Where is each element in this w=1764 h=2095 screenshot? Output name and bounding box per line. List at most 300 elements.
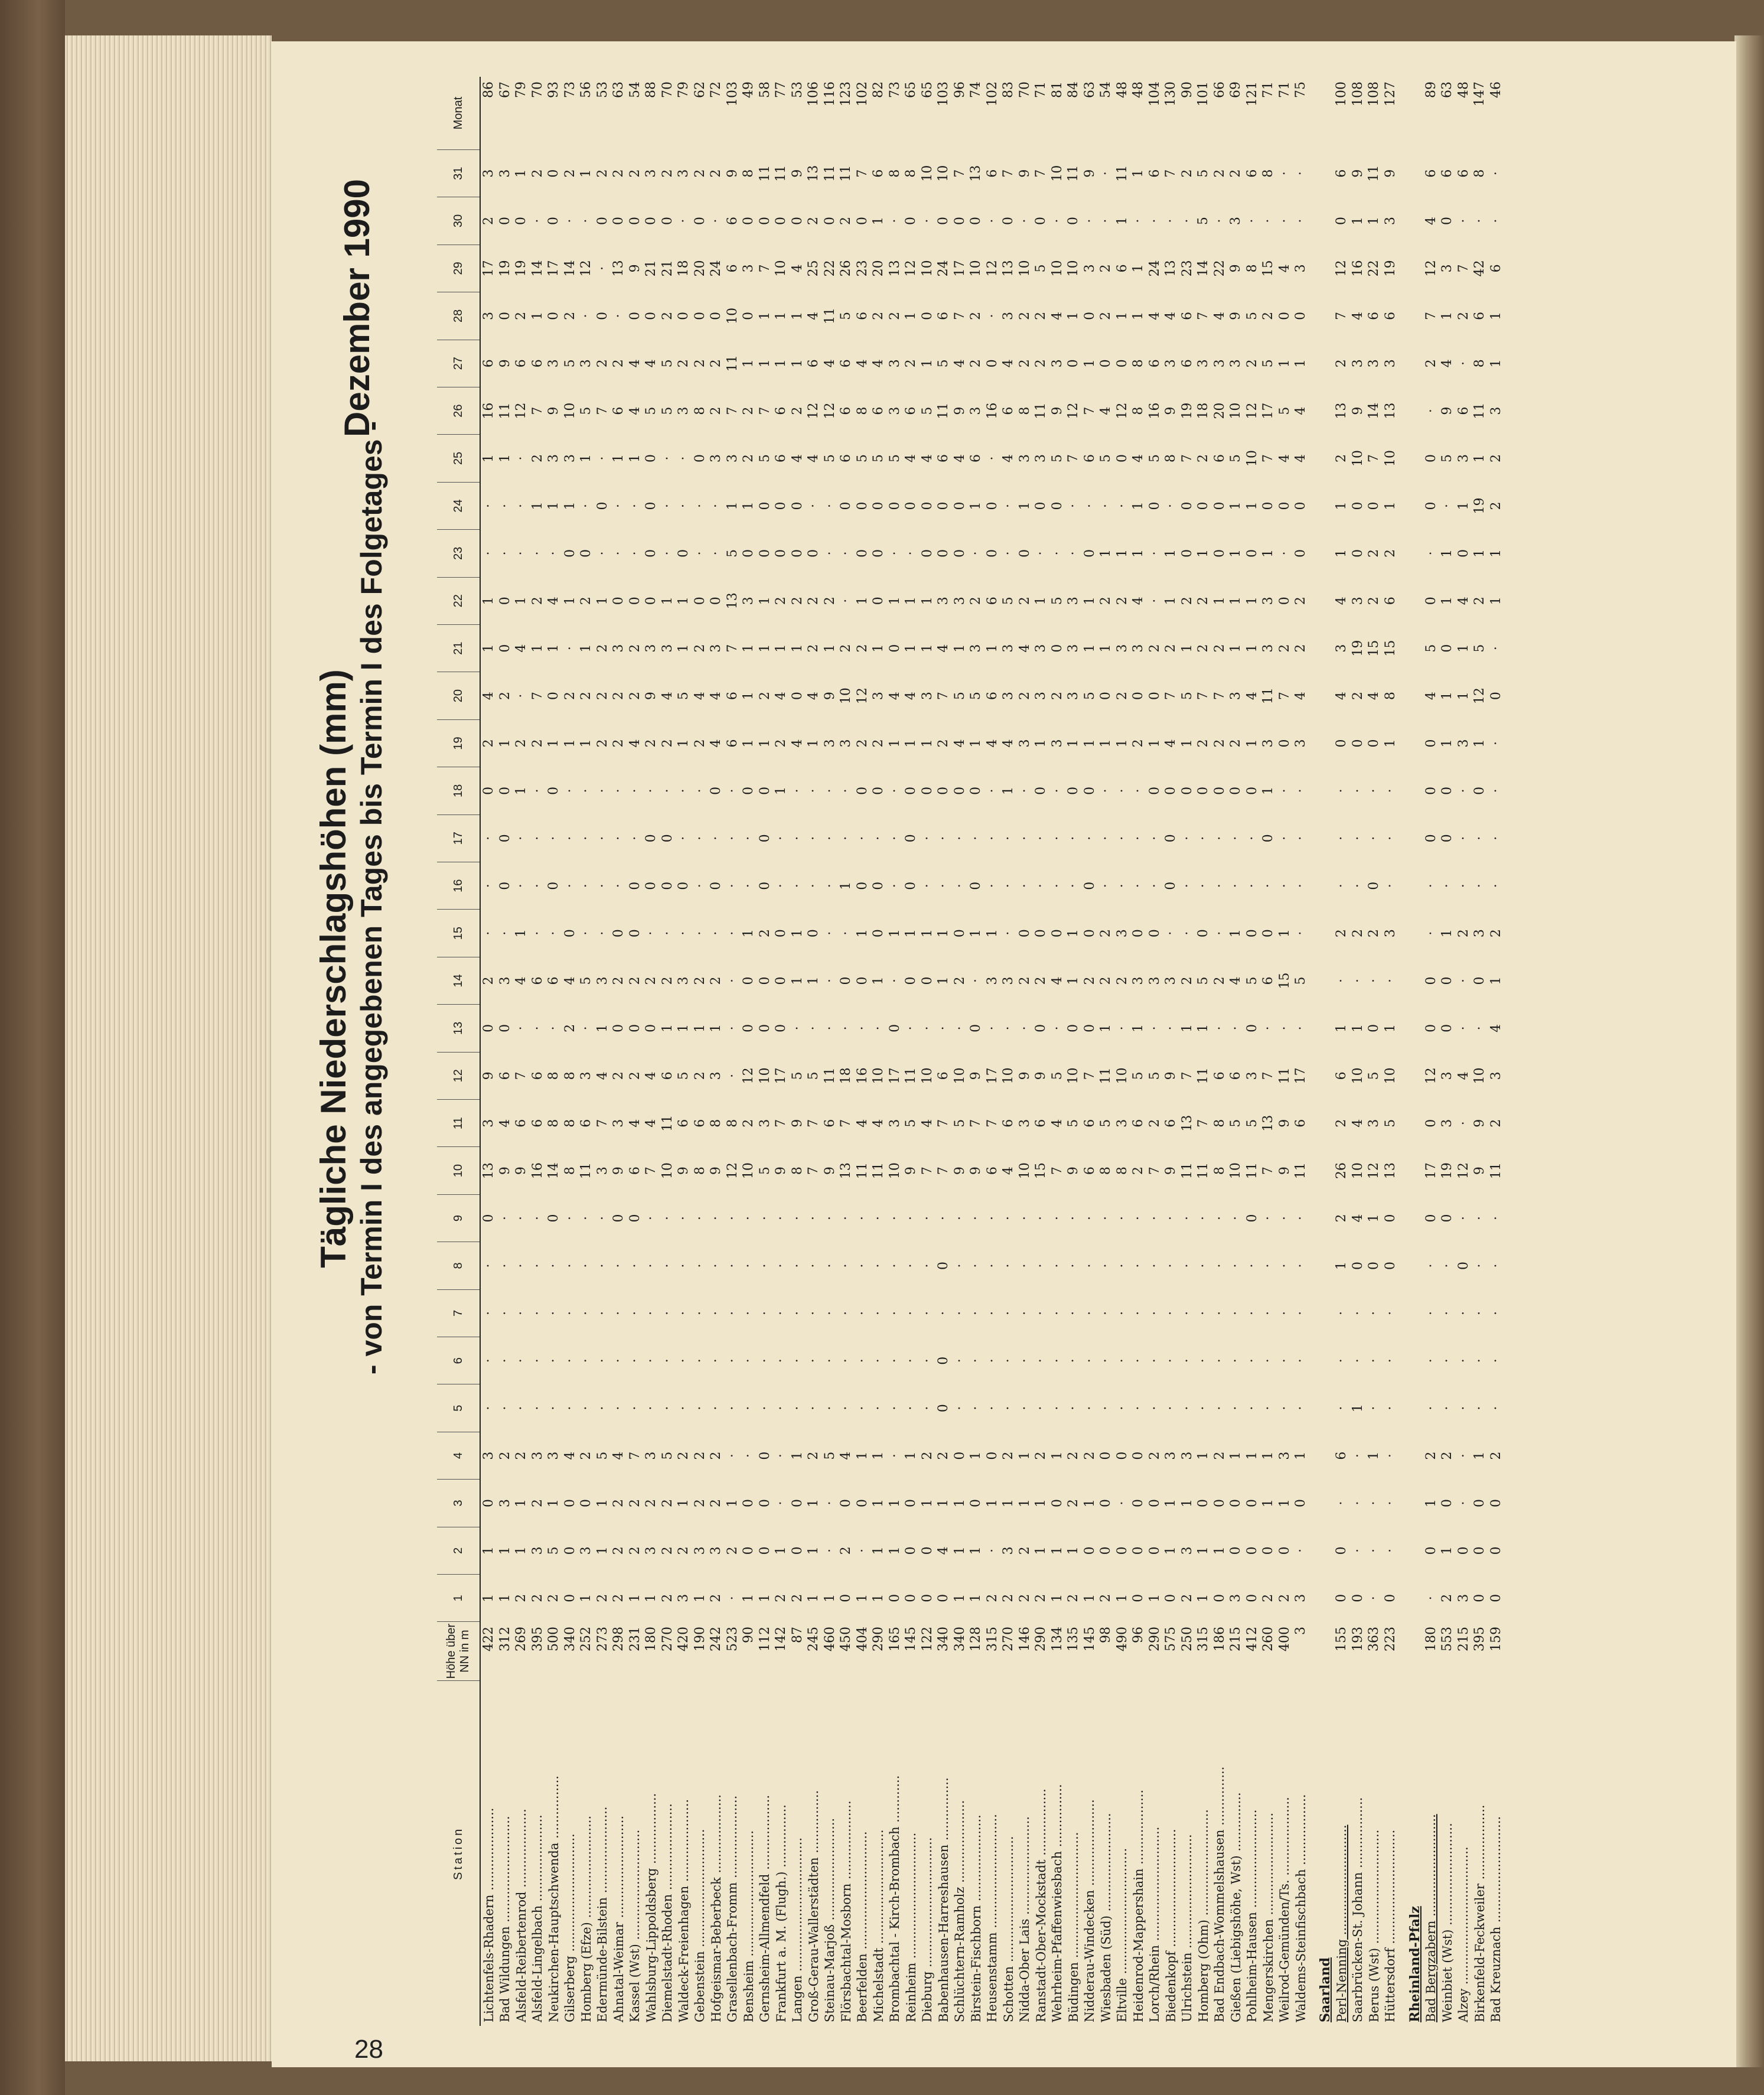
daily-value: 22 [1212,260,1227,277]
daily-value: 0 [969,1498,984,1507]
daily-value: 0 [1423,501,1439,510]
daily-value: 0 [1367,739,1382,748]
daily-value: 0 [1423,1119,1439,1128]
station-name: Alsfeld-Reibertenrod .................... [514,1809,529,2022]
daily-value: · [660,789,675,793]
daily-value: 5 [871,454,886,463]
daily-value: 8 [1131,406,1146,415]
daily-value: 8 [855,406,870,415]
elevation-cell: 180 [644,1627,659,1651]
daily-value: 3 [1131,644,1146,653]
daily-value: · [887,836,902,840]
daily-value: 1 [1082,644,1097,653]
daily-value: 0 [562,1594,578,1602]
daily-value: · [546,1311,562,1315]
daily-value: · [611,551,627,556]
daily-value: · [1456,836,1471,840]
table-row [1488,77,1505,2026]
daily-value: · [790,1406,805,1410]
daily-value: 3 [676,406,692,415]
daily-value: 3 [1244,1071,1260,1080]
daily-value: 3 [969,644,984,653]
daily-value: · [1098,1263,1114,1268]
daily-value: 0 [887,644,902,653]
daily-value: 0 [1212,1594,1227,1602]
daily-value: 6 [936,311,951,320]
daily-value: 8 [692,1167,707,1175]
daily-value: · [920,1406,935,1410]
daily-value: · [936,1216,951,1221]
daily-value: 4 [1488,1024,1504,1032]
daily-value: 0 [855,549,870,558]
daily-value: · [579,931,594,936]
daily-value: 19 [497,260,513,277]
daily-value: · [692,503,707,508]
daily-value: 0 [1147,929,1162,938]
daily-value: 0 [1488,1594,1504,1602]
daily-value: 0 [757,834,772,843]
daily-value: 0 [644,501,659,510]
daily-value: 17 [546,260,562,277]
daily-value: 1 [1131,1024,1146,1032]
daily-value: · [1179,1311,1195,1315]
daily-value: 1 [952,1498,967,1507]
daily-value: · [611,884,627,888]
daily-value: 3 [497,976,513,985]
month-total: 63 [1082,82,1097,98]
daily-value: · [1114,1026,1130,1031]
daily-value: 4 [644,1071,659,1080]
daily-value: 1 [1228,549,1244,558]
daily-value: 0 [936,1404,951,1413]
daily-value: 0 [855,786,870,795]
daily-value: 4 [1049,1119,1065,1128]
daily-value: 6 [969,454,984,463]
daily-value: · [790,1358,805,1363]
daily-value: · [692,551,707,556]
daily-value: 0 [1147,1546,1162,1555]
daily-value: 3 [530,1451,545,1460]
daily-value: · [660,931,675,936]
daily-value: · [1179,1216,1195,1221]
daily-value: 12 [1423,1067,1439,1084]
daily-value: 0 [790,501,805,510]
daily-value: · [1472,219,1488,223]
daily-value: 5 [1472,644,1488,653]
elevation-cell: 500 [546,1627,562,1651]
daily-value: 6 [676,1119,692,1128]
daily-value: · [904,1406,919,1410]
daily-value: 5 [1147,1071,1162,1080]
station-name: Grasellenbach-Fromm ..................... [725,1795,740,2022]
rotated-table-area [272,41,1736,2067]
daily-value: · [1082,1216,1097,1221]
daily-value: · [1147,1311,1162,1315]
daily-value: 2 [1367,549,1382,558]
daily-value: · [952,1311,967,1315]
daily-value: 3 [1001,1546,1016,1555]
daily-value: 0 [855,501,870,510]
daily-value: 2 [660,1498,675,1507]
daily-value: 1 [1001,1498,1016,1507]
daily-value: · [1382,979,1398,983]
daily-value: 1 [530,501,545,510]
daily-value: 1 [984,644,1000,653]
daily-value: 6 [1456,169,1471,178]
daily-value: 2 [790,1594,805,1602]
daily-value: 1 [790,311,805,320]
daily-value: · [1350,1548,1365,1553]
daily-value: 1 [806,1498,821,1507]
daily-value: 2 [1382,549,1398,558]
daily-value: 0 [1179,501,1195,510]
daily-value: · [839,1311,854,1315]
daily-value: 3 [676,1594,692,1602]
daily-value: · [644,931,659,936]
daily-value: 24 [709,260,724,277]
daily-value: · [774,836,789,840]
daily-value: 2 [692,169,707,178]
daily-value: 0 [774,1024,789,1032]
daily-value: 19 [1440,1162,1455,1180]
daily-value: 0 [611,929,627,938]
daily-value: 2 [1001,1451,1016,1460]
daily-value: 2 [774,739,789,748]
daily-value: 2 [741,406,757,415]
daily-value: 2 [1017,359,1032,368]
table-row [1163,77,1179,2026]
daily-value: · [757,1216,772,1221]
daily-value: 2 [1147,1119,1162,1128]
daily-value: · [1212,884,1227,888]
daily-value: · [839,1026,854,1031]
daily-value: 2 [822,597,837,605]
daily-value: 0 [1001,217,1016,226]
daily-value: · [774,1358,789,1363]
daily-value: 7 [644,1167,659,1175]
elevation-cell: 145 [904,1627,919,1651]
daily-value: · [1382,1454,1398,1458]
daily-value: 11 [660,1115,675,1132]
elevation-cell: 90 [741,1627,757,1643]
daily-value: · [1382,789,1398,793]
daily-value: 4 [562,1451,578,1460]
daily-value: · [676,1406,692,1410]
daily-value: · [969,836,984,840]
daily-value: 0 [741,1024,757,1032]
daily-value: 1 [741,644,757,653]
daily-value: · [1293,931,1309,936]
daily-value: · [1001,503,1016,508]
daily-value: 6 [530,1071,545,1080]
daily-value: 7 [725,406,740,415]
daily-value: 0 [1163,834,1179,843]
table-row [480,77,497,2026]
daily-value: 1 [1017,1451,1032,1460]
daily-value: 2 [692,1071,707,1080]
daily-value: 2 [611,169,627,178]
daily-value: 10 [774,260,789,277]
daily-value: 2 [1098,264,1114,273]
daily-value: 4 [920,1119,935,1128]
daily-value: 2 [741,1119,757,1128]
daily-value: · [562,1216,578,1221]
daily-value: 6 [530,359,545,368]
daily-value: 2 [1367,929,1382,938]
elevation-cell: 400 [1277,1627,1292,1651]
daily-value: · [709,219,724,223]
daily-value: 9 [904,1167,919,1175]
daily-value: 4 [774,692,789,700]
daily-value: 3 [644,1451,659,1460]
daily-value: · [562,219,578,223]
daily-value: · [1456,1501,1471,1506]
daily-value: 1 [1066,1546,1081,1555]
daily-value: · [904,1026,919,1031]
daily-value: 2 [579,692,594,700]
daily-value: 3 [562,454,578,463]
daily-value: 5 [1244,1119,1260,1128]
daily-value: · [1293,219,1309,223]
daily-value: 1 [969,1594,984,1602]
station-name: Lorch/Rhein ............................. [1147,1826,1162,2022]
daily-value: 2 [1488,454,1504,463]
daily-value: 5 [1244,976,1260,985]
daily-value: 17 [952,260,967,277]
daily-value: · [595,1358,610,1363]
daily-value: 5 [1367,1071,1382,1080]
daily-value: · [530,1358,545,1363]
daily-value: 2 [1440,1451,1455,1460]
month-total: 48 [1456,82,1471,98]
daily-value: · [839,1263,854,1268]
daily-value: 1 [1196,1546,1211,1555]
daily-value: 0 [1334,1594,1349,1602]
daily-value: 0 [871,501,886,510]
daily-value: · [1350,1358,1365,1363]
daily-value: 16 [530,1162,545,1180]
daily-value: 3 [1001,692,1016,700]
daily-value: 4 [562,976,578,985]
daily-value: 3 [1293,264,1309,273]
daily-value: · [806,884,821,888]
daily-value: 0 [1382,1214,1398,1223]
daily-value: 2 [969,311,984,320]
elevation-cell: 298 [611,1627,627,1651]
daily-value: 0 [1196,786,1211,795]
daily-value: 1 [952,1546,967,1555]
daily-value: 1 [497,454,513,463]
daily-value: 9 [644,692,659,700]
daily-value: · [611,1311,627,1315]
daily-value: 1 [904,311,919,320]
daily-value: · [530,1311,545,1315]
daily-value: · [1114,884,1130,888]
daily-value: 8 [1472,169,1488,178]
daily-value: 2 [1367,597,1382,605]
daily-value: 0 [1033,501,1049,510]
daily-value: 8 [1244,264,1260,273]
daily-value: 2 [481,217,497,226]
daily-value: 6 [725,264,740,273]
header-day: 1 [437,1575,480,1622]
daily-value: · [1472,1026,1488,1031]
daily-value: 1 [660,1024,675,1032]
daily-value: · [627,1406,643,1410]
daily-value: · [595,836,610,840]
daily-value: · [1033,836,1049,840]
daily-value: · [546,551,562,556]
daily-value: · [644,1406,659,1410]
daily-value: 2 [692,739,707,748]
daily-value: 5 [1423,644,1439,653]
header-day: 23 [437,530,480,577]
daily-value: 2 [514,1451,529,1460]
daily-value: 3 [920,692,935,700]
daily-value: · [1179,1263,1195,1268]
daily-value: · [1293,1026,1309,1031]
daily-value: 1 [481,597,497,605]
daily-value: · [822,1406,837,1410]
station-name: Bad Endbach-Wommelshausen ............... [1212,1766,1227,2022]
daily-value: · [1066,1216,1081,1221]
daily-value: 3 [481,1451,497,1460]
table-row [1333,77,1350,2026]
daily-value: 3 [1033,644,1049,653]
daily-value: · [822,503,837,508]
daily-value: 3 [725,454,740,463]
daily-value: · [1261,1406,1276,1410]
elevation-cell: 112 [757,1627,772,1651]
daily-value: 2 [952,976,967,985]
daily-value: · [1049,884,1065,888]
daily-value: 5 [644,406,659,415]
daily-value: 11 [725,355,740,372]
daily-value: · [790,789,805,793]
daily-value: 5 [969,692,984,700]
month-total: 106 [806,82,821,106]
daily-value: 4 [1131,597,1146,605]
daily-value: · [611,836,627,840]
daily-value: 10 [1350,1162,1365,1180]
daily-value: 2 [1196,454,1211,463]
elevation-cell: 231 [627,1627,643,1651]
daily-value: · [790,1026,805,1031]
daily-value: · [660,1406,675,1410]
header-day: 25 [437,435,480,482]
daily-value: 0 [1033,929,1049,938]
daily-value: 0 [1131,1451,1146,1460]
daily-value: 0 [514,217,529,226]
daily-value: 7 [1082,1071,1097,1080]
daily-value: · [1456,1406,1471,1410]
daily-value: · [984,314,1000,318]
station-name: Langen .................................. [790,1837,805,2022]
daily-value: · [806,1263,821,1268]
daily-value: 1 [936,929,951,938]
daily-value: 1 [822,644,837,653]
daily-value: · [530,931,545,936]
daily-value: 1 [904,1451,919,1460]
daily-value: · [871,1026,886,1031]
daily-value: · [611,1358,627,1363]
table-row [1147,77,1163,2026]
daily-value: · [1033,1216,1049,1221]
daily-value: · [839,1358,854,1363]
daily-value: 4 [1293,692,1309,700]
daily-value: 1 [514,597,529,605]
daily-value: 5 [1098,454,1114,463]
daily-value: 0 [481,786,497,795]
daily-value: 1 [887,1546,902,1555]
daily-value: · [1261,1026,1276,1031]
daily-value: 0 [1472,1546,1488,1555]
daily-value: · [1147,1216,1162,1221]
daily-value: 0 [1163,1594,1179,1602]
daily-value: 5 [822,1451,837,1460]
daily-value: · [1423,1358,1439,1363]
elevation-cell: 98 [1098,1627,1114,1643]
daily-value: · [1212,1311,1227,1315]
elevation-cell: 312 [497,1627,513,1651]
daily-value: · [676,1263,692,1268]
daily-value: 1 [530,644,545,653]
daily-value: 3 [757,1119,772,1128]
daily-value: 0 [855,976,870,985]
station-name: Lichtenfels-Rhadern ..................... [481,1807,496,2022]
daily-value: 0 [1033,786,1049,795]
daily-value: 5 [839,311,854,320]
daily-value: 7 [952,169,967,178]
daily-value: · [984,1406,1000,1410]
daily-value: 4 [1350,311,1365,320]
daily-value: 0 [1098,692,1114,700]
daily-value: 1 [1196,549,1211,558]
month-total: 54 [627,82,643,98]
station-name: Büdingen ................................ [1066,1832,1081,2022]
daily-value: 5 [952,692,967,700]
daily-value: 3 [481,1119,497,1128]
daily-value: 3 [822,739,837,748]
daily-value: 0 [692,311,707,320]
daily-value: 0 [1277,311,1292,320]
daily-value: 0 [627,929,643,938]
month-total: 53 [790,82,805,98]
header-day: 31 [437,149,480,197]
daily-value: 2 [709,1594,724,1602]
daily-value: 1 [1212,597,1227,605]
daily-value: 9 [1082,169,1097,178]
header-day: 10 [437,1147,480,1194]
daily-value: 8 [887,169,902,178]
daily-value: · [725,931,740,936]
daily-value: 3 [660,644,675,653]
daily-value: · [611,503,627,508]
table-row [887,77,904,2026]
daily-value: 0 [1131,692,1146,700]
daily-value: 10 [1049,260,1065,277]
daily-value: 17 [481,260,497,277]
daily-value: 5 [579,976,594,985]
daily-value: 2 [692,1498,707,1507]
daily-value: 12 [904,260,919,277]
elevation-cell: 193 [1350,1627,1365,1651]
daily-value: · [481,931,497,936]
daily-value: · [806,1358,821,1363]
daily-value: 5 [1228,1119,1244,1128]
daily-value: · [1163,1263,1179,1268]
table-row [757,77,774,2026]
